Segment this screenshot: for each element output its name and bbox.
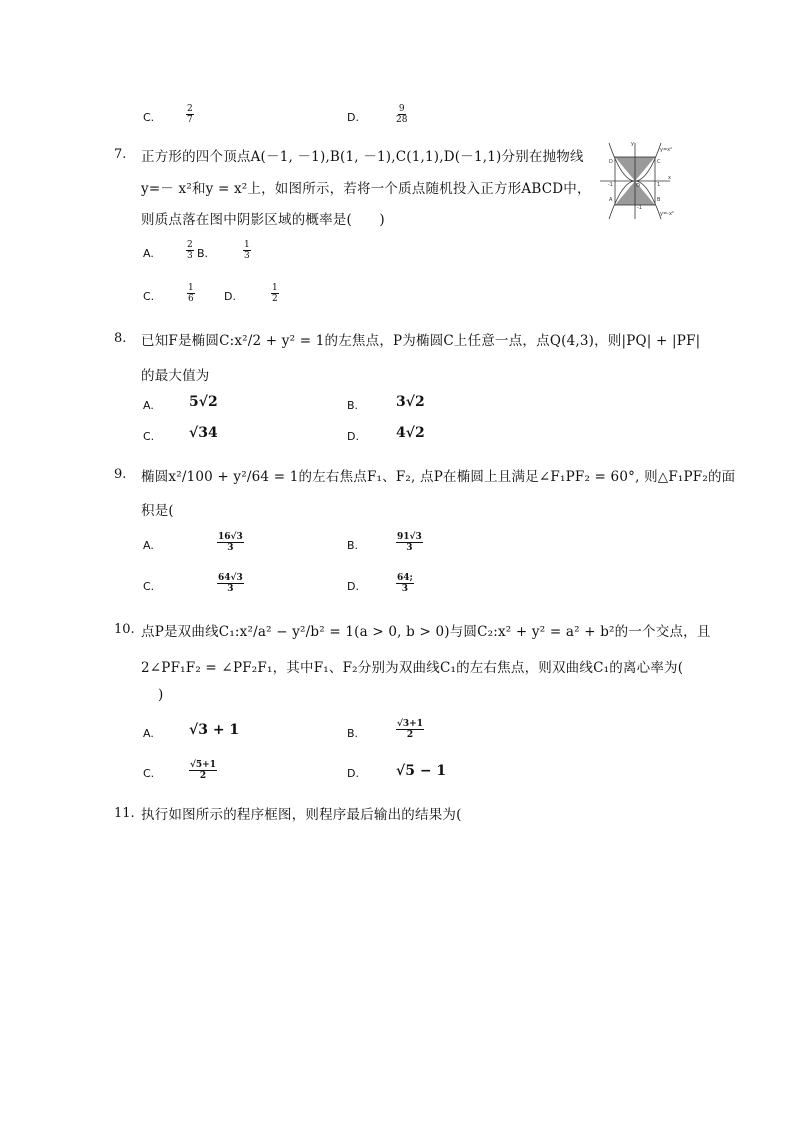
fraction-numerator: 64; [397, 573, 413, 583]
q7-option-a-label: A. [143, 247, 154, 260]
q6-option-c-value [186, 104, 194, 125]
label-axis-x: x [668, 175, 671, 181]
fraction-numerator: √3+1 [397, 719, 423, 729]
q10-number: 10. [114, 622, 135, 637]
tick-neg-one: -1 [608, 182, 613, 188]
label-axis-y: y [631, 141, 634, 147]
fraction-numerator: 2 [187, 104, 193, 114]
label-curve-bottom: y=-x² [660, 211, 674, 217]
q6-option-d-value [396, 104, 407, 125]
q10-option-c-label: C. [143, 767, 155, 780]
q9-option-c-label: C. [143, 580, 155, 593]
q8-option-a-label: A. [143, 399, 154, 412]
fraction-numerator: 9 [398, 104, 405, 114]
q8-option-a-value: 5√2 [189, 394, 218, 410]
q8-option-b-value: 3√2 [396, 394, 425, 410]
fraction-numerator: 91√3 [397, 532, 422, 542]
label-origin: O [636, 183, 640, 189]
q9-number: 9. [114, 467, 127, 482]
q7-number: 7. [114, 147, 127, 162]
q7-option-b-label: B. [197, 247, 209, 260]
tick-y-neg-one: -1 [637, 205, 642, 211]
q11-line-1: 执行如图所示的程序框图，则程序最后输出的结果为( [141, 807, 462, 823]
q11-number: 11. [114, 806, 135, 821]
q8-option-d-value: 4√2 [396, 425, 425, 441]
fraction-denominator: 2 [199, 771, 207, 781]
q6-option-d-label: D. [347, 111, 359, 124]
q8-option-c-label: C. [143, 430, 155, 443]
q9-option-a-label: A. [143, 539, 154, 552]
label-vertex-c: C [657, 159, 661, 165]
q7-option-b-value [243, 240, 251, 261]
label-curve-top: y=x² [660, 147, 673, 153]
q9-option-b-value [396, 532, 423, 553]
q10-option-b-value [396, 719, 424, 740]
tick-one: 1 [657, 182, 661, 188]
fraction-denominator: 2 [272, 294, 278, 304]
fraction-denominator: 7 [187, 115, 193, 125]
q8-line-1: 已知F是椭圆C:x²/2 + y² = 1的左焦点，P为椭圆C上任意一点，点Q(4,3)，则|PQ| + |PF| [141, 333, 701, 349]
q8-option-b-label: B. [347, 399, 359, 412]
q8-option-c-value: √34 [189, 425, 218, 441]
q9-option-d-label: D. [347, 580, 359, 593]
fraction-numerator: 1 [272, 283, 278, 293]
label-vertex-a: A [609, 197, 613, 203]
q9-line-2: 积是( [141, 503, 174, 519]
q10-line-2: 2∠PF₁F₂ = ∠PF₂F₁，其中F₁、F₂分别为双曲线C₁的左右焦点，则双曲线C₁的离心率为( [141, 660, 684, 676]
q10-option-a-value: √3 + 1 [189, 722, 240, 738]
fraction-denominator: 3 [227, 584, 234, 594]
q10-line-1: 点P是双曲线C₁:x²/a² − y²/b² = 1(a > 0, b > 0)与圆C₂:x² + y² = a² + b²的一个交点，且 [141, 624, 711, 640]
fraction-denominator: 3 [406, 543, 413, 553]
fraction-denominator: 2 [406, 730, 414, 740]
label-vertex-b: B [657, 197, 661, 203]
q7-option-a-value [186, 240, 194, 261]
q9-option-b-label: B. [347, 539, 359, 552]
fraction-numerator: 16√3 [218, 532, 243, 542]
q9-option-d-value [396, 573, 414, 594]
fraction-denominator: 3 [227, 543, 234, 553]
fraction-numerator: √5+1 [190, 760, 216, 770]
parabola-diagram [596, 139, 676, 221]
fraction-denominator: 6 [188, 294, 194, 304]
fraction-numerator: 1 [244, 240, 250, 250]
q10-option-d-value: √5 − 1 [396, 763, 447, 779]
fraction-denominator: 3 [187, 251, 193, 261]
q10-option-d-label: D. [347, 767, 359, 780]
q7-line-2: y=－ x²和y = x²上，如图所示，若将一个质点随机投入正方形ABCD中， [141, 181, 591, 197]
q7-line-3: 则质点落在图中阴影区域的概率是( ) [141, 212, 385, 228]
label-vertex-d: D [609, 159, 613, 165]
q10-option-b-label: B. [347, 727, 359, 740]
q7-line-1: 正方形的四个顶点A(－1, －1),B(1, －1),C(1,1),D(－1,1)分别在抛物线 [141, 149, 584, 165]
fraction-numerator: 64√3 [218, 573, 243, 583]
fraction-numerator: 2 [187, 240, 193, 250]
q8-number: 8. [114, 331, 127, 346]
fraction-denominator: 3 [401, 584, 409, 594]
fraction-numerator: 1 [188, 283, 194, 293]
q8-option-d-label: D. [347, 430, 359, 443]
q7-option-d-label: D. [224, 290, 236, 303]
q8-line-2: 的最大值为 [141, 368, 210, 384]
q7-option-c-label: C. [143, 290, 155, 303]
q9-option-a-value [217, 532, 244, 553]
q7-option-c-value [187, 283, 195, 304]
q10-option-c-value [189, 760, 217, 781]
q7-parabola-figure [596, 139, 676, 221]
fraction-denominator: 3 [244, 251, 250, 261]
q9-option-c-value [217, 573, 244, 594]
q10-line-3: ) [158, 687, 164, 703]
q7-option-d-value [271, 283, 279, 304]
q10-option-a-label: A. [143, 727, 154, 740]
q9-line-1: 椭圆x²/100 + y²/64 = 1的左右焦点F₁、F₂, 点P在椭圆上且满足∠F₁PF₂ = 60°, 则△F₁PF₂的面 [141, 469, 736, 485]
fraction-denominator: 28 [396, 115, 408, 125]
q6-option-c-label: C. [143, 111, 155, 124]
